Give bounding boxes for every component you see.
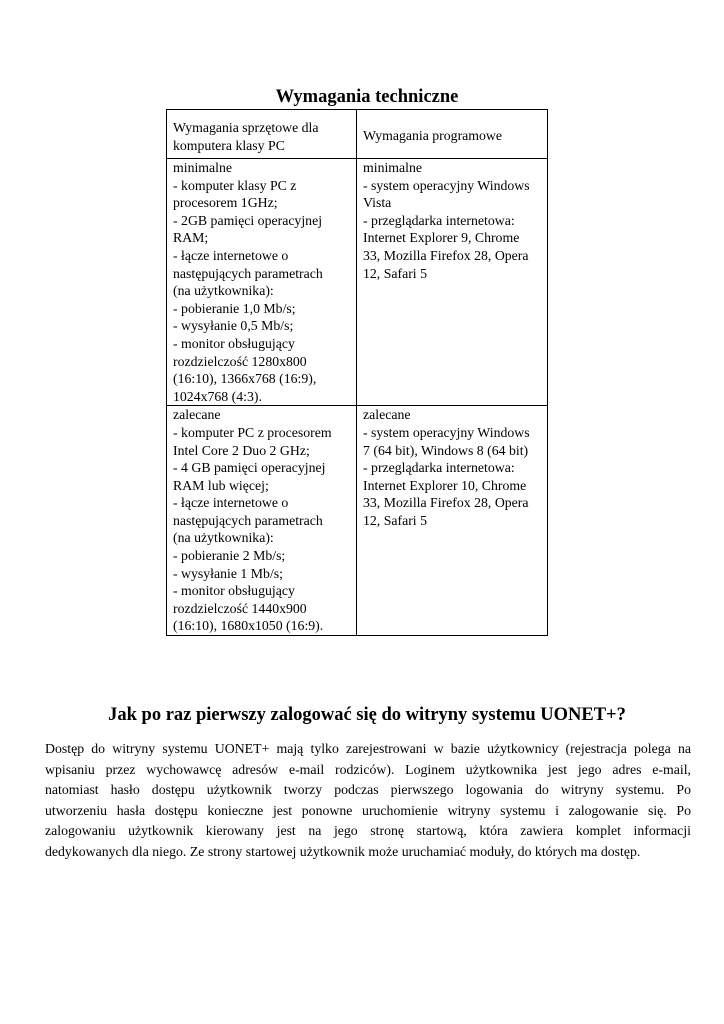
text-line: rozdzielczość 1440x900	[173, 600, 307, 616]
text-line: zalogowaniu użytkownik kierowany jest na jego stronę startową, która zawiera komplet informacji	[45, 823, 691, 838]
text-line: - pobieranie 1,0 Mb/s;	[173, 300, 296, 316]
text-line: - wysyłanie 1 Mb/s;	[173, 565, 283, 581]
text-line: 7 (64 bit), Windows 8 (64 bit)	[363, 442, 529, 458]
header-software-cell	[357, 110, 548, 159]
text-line: - monitor obsługujący	[173, 583, 295, 599]
section-heading: Jak po raz pierwszy zalogować się do witryny systemu UONET+?	[108, 705, 626, 725]
text-line: Dostęp do witryny systemu UONET+ mają tylko zarejestrowani w bazie użytkownicy (rejestracja polega na	[45, 741, 691, 756]
text-line: 12, Safari 5	[363, 512, 427, 528]
header-hardware-line: komputera klasy PC	[173, 137, 285, 153]
text-line: utworzeniu hasła dostępu konieczne jest ponowne uruchomienie witryny systemu i zalogowanie się. Po	[45, 802, 691, 818]
text-line: - monitor obsługujący	[173, 335, 295, 351]
text-line: - system operacyjny Windows	[363, 424, 530, 440]
text-line: - komputer PC z procesorem	[173, 424, 332, 440]
text-line: RAM lub więcej;	[173, 477, 269, 493]
text-line: - łącze internetowe o	[173, 247, 289, 263]
page-title: Wymagania techniczne	[275, 87, 459, 107]
text-line: zalecane	[173, 407, 221, 423]
text-line: Internet Explorer 10, Chrome	[363, 477, 527, 493]
text-line: minimalne	[363, 160, 423, 175]
text-line: Intel Core 2 Duo 2 GHz;	[173, 442, 310, 458]
text-line: rozdzielczość 1280x800	[173, 353, 307, 369]
text-line: dedykowanych dla niego. Ze strony startowej użytkownik może uruchamiać moduły, do których ma dostęp.	[45, 843, 641, 859]
recommended-software-cell	[357, 406, 548, 636]
text-line: - 4 GB pamięci operacyjnej	[173, 460, 326, 476]
text-line: następujących parametrach	[173, 512, 323, 528]
recommended-hardware-cell	[167, 406, 357, 636]
text-line: natomiast hasło dostępu użytkownik tworzy podczas pierwszego logowania do witryny systemu. Po	[45, 782, 691, 797]
body-paragraph	[45, 739, 691, 862]
text-line: (na użytkownika):	[173, 530, 274, 546]
header-hardware-line: Wymagania sprzętowe dla	[173, 120, 319, 135]
table-row-minimal	[167, 159, 548, 406]
text-line: - przeglądarka internetowa:	[363, 460, 515, 476]
text-line: - 2GB pamięci operacyjnej	[173, 212, 323, 228]
text-line: następujących parametrach	[173, 265, 323, 281]
text-line: 33, Mozilla Firefox 28, Opera	[363, 495, 529, 511]
text-line: (16:10), 1366x768 (16:9),	[173, 371, 317, 387]
text-line: 12, Safari 5	[363, 265, 427, 281]
text-line: zalecane	[363, 407, 411, 423]
text-line: - komputer klasy PC z	[173, 177, 297, 193]
text-line: Vista	[363, 195, 392, 211]
text-line: (na użytkownika):	[173, 283, 274, 299]
text-line: RAM;	[173, 230, 209, 246]
text-line: Internet Explorer 9, Chrome	[363, 230, 520, 246]
text-line: 1024x768 (4:3).	[173, 388, 262, 404]
text-line: - pobieranie 2 Mb/s;	[173, 548, 286, 564]
header-hardware-cell	[167, 110, 357, 159]
text-line: - system operacyjny Windows	[363, 177, 530, 193]
text-line: (16:10), 1680x1050 (16:9).	[173, 618, 324, 634]
text-line: wpisaniu przez wychowawcę adresów e-mail rodziców). Loginem użytkownika jest jego adres e‑mail,	[45, 761, 691, 777]
table-row-recommended	[167, 406, 548, 636]
header-software-label: Wymagania programowe	[363, 128, 502, 143]
text-line: - wysyłanie 0,5 Mb/s;	[173, 318, 294, 334]
text-line: minimalne	[173, 160, 233, 175]
requirements-table	[166, 109, 548, 636]
table-header-row	[167, 110, 548, 159]
text-line: - przeglądarka internetowa:	[363, 212, 515, 228]
minimal-hardware-cell	[167, 159, 357, 406]
text-line: 33, Mozilla Firefox 28, Opera	[363, 247, 529, 263]
minimal-software-cell	[357, 159, 548, 406]
text-line: procesorem 1GHz;	[173, 195, 278, 211]
text-line: - łącze internetowe o	[173, 495, 289, 511]
